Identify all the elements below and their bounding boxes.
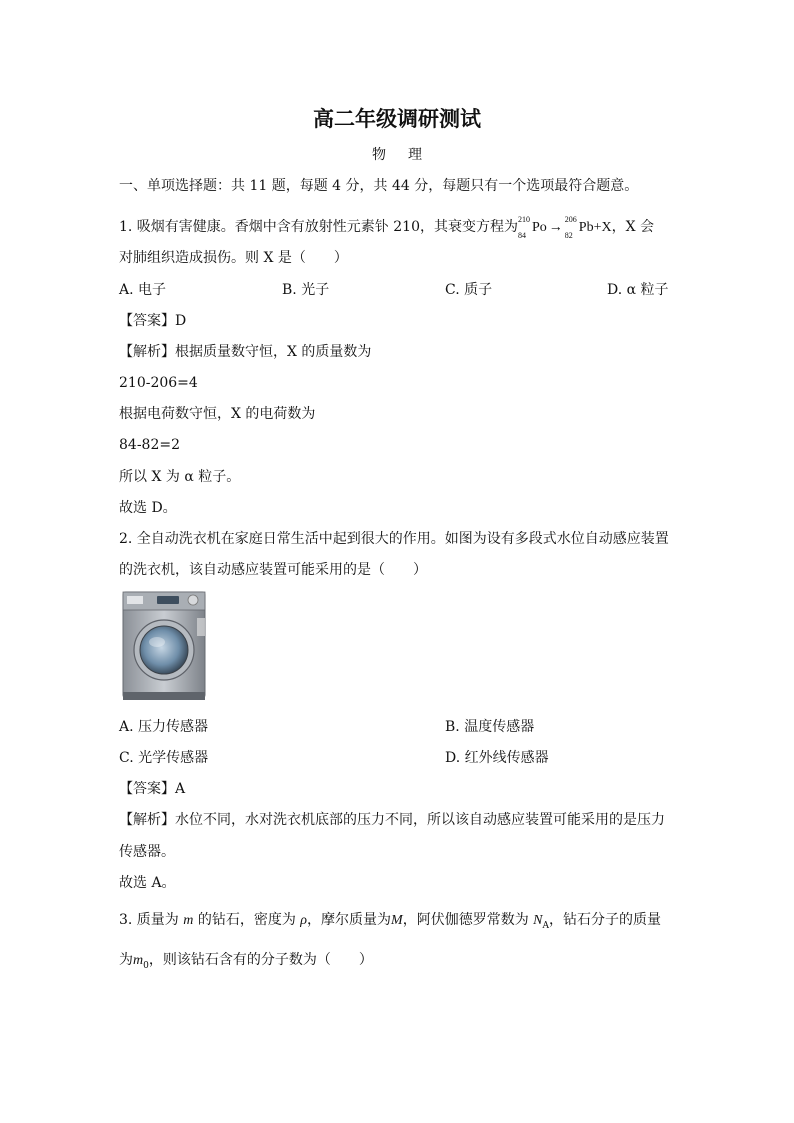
- q3-stem-line1: [119, 911, 661, 935]
- pb-symbol: Pb: [578, 220, 594, 235]
- plus-x: +X: [593, 220, 612, 235]
- subject-heading: [0, 146, 794, 164]
- q1-line-3: 84-82=2: [119, 437, 180, 453]
- q2-option-a: A. 压力传感器: [119, 719, 209, 735]
- pb-atomic-number: 82: [564, 231, 573, 240]
- pb-mass-number: 206: [564, 215, 577, 224]
- var-m: m: [183, 913, 194, 928]
- var-n-sub: A: [542, 920, 549, 931]
- var-m0-letter: m: [133, 953, 144, 968]
- q2-option-d: D. 红外线传感器: [445, 750, 549, 766]
- subject-char-2: 理: [408, 147, 422, 163]
- q2-stem-line1: 2. 全自动洗衣机在家庭日常生活中起到很大的作用。如图为设有多段式水位自动感应装置: [119, 531, 669, 547]
- q2-conclusion: 故选 A。: [119, 875, 176, 891]
- q2-analysis-line2: 传感器。: [119, 844, 175, 860]
- exam-title: 高二年级调研测试: [313, 107, 481, 131]
- q1-stem-end: ，X 会: [611, 219, 655, 235]
- q3-text-f: 为: [119, 952, 133, 968]
- q3-stem-line2: [119, 951, 373, 975]
- po-nuclide: [517, 215, 547, 240]
- po-mass-number: 210: [517, 215, 530, 224]
- q1-option-d: D. α 粒子: [607, 282, 669, 298]
- q1-stem-line2: 对肺组织造成损伤。则 X 是（ ）: [119, 250, 348, 266]
- var-rho: ρ: [300, 913, 308, 928]
- section-heading: 一、单项选择题：共 11 题，每题 4 分，共 44 分，每题只有一个选项最符合题意。: [119, 178, 639, 194]
- po-atomic-number: 84: [517, 231, 526, 240]
- q3-text-b: 的钻石，密度为: [197, 912, 296, 928]
- q1-option-a: A. 电子: [119, 282, 167, 298]
- q2-answer: 【答案】A: [119, 781, 186, 797]
- var-molar-mass: M: [391, 913, 403, 928]
- pb-nuclide: [564, 215, 594, 240]
- q1-stem-line1: [119, 215, 655, 240]
- q1-stem-text: 1. 吸烟有害健康。香烟中含有放射性元素钋 210，其衰变方程为: [119, 219, 518, 235]
- q1-option-b: B. 光子: [282, 282, 330, 298]
- q1-line-1: 210-206=4: [119, 375, 198, 391]
- q3-text-a: 3. 质量为: [119, 912, 179, 928]
- q3-text-d: ，阿伏伽德罗常数为: [402, 912, 529, 928]
- q2-option-c: C. 光学传感器: [119, 750, 209, 766]
- q3-text-g: ，则该钻石含有的分子数为（ ）: [148, 952, 373, 968]
- q2-analysis-line1: 【解析】水位不同，水对洗衣机底部的压力不同，所以该自动感应装置可能采用的是压力: [119, 812, 665, 828]
- var-avogadro: [533, 912, 549, 931]
- arrow: →: [548, 220, 563, 235]
- q1-line-2: 根据电荷数守恒，X 的电荷数为: [119, 406, 316, 422]
- q3-text-c: ，摩尔质量为: [307, 912, 392, 928]
- subject-char-1: 物: [372, 147, 386, 163]
- decay-equation: [517, 215, 612, 240]
- q1-answer: 【答案】D: [119, 313, 187, 329]
- q1-option-c: C. 质子: [445, 282, 493, 298]
- washing-machine-image: [121, 590, 207, 704]
- var-m0-sub: 0: [143, 960, 149, 971]
- q1-line-4: 所以 X 为 α 粒子。: [119, 469, 241, 485]
- q3-text-e: ，钻石分子的质量: [549, 912, 661, 928]
- q1-line-5: 故选 D。: [119, 500, 177, 516]
- var-m0: [133, 952, 149, 971]
- po-symbol: Po: [531, 220, 547, 235]
- q2-option-b: B. 温度传感器: [445, 719, 535, 735]
- q1-analysis: 【解析】根据质量数守恒，X 的质量数为: [119, 344, 372, 360]
- washing-machine-illustration: [121, 590, 207, 704]
- var-n: N: [533, 913, 543, 928]
- q2-stem-line2: 的洗衣机，该自动感应装置可能采用的是（ ）: [119, 562, 427, 578]
